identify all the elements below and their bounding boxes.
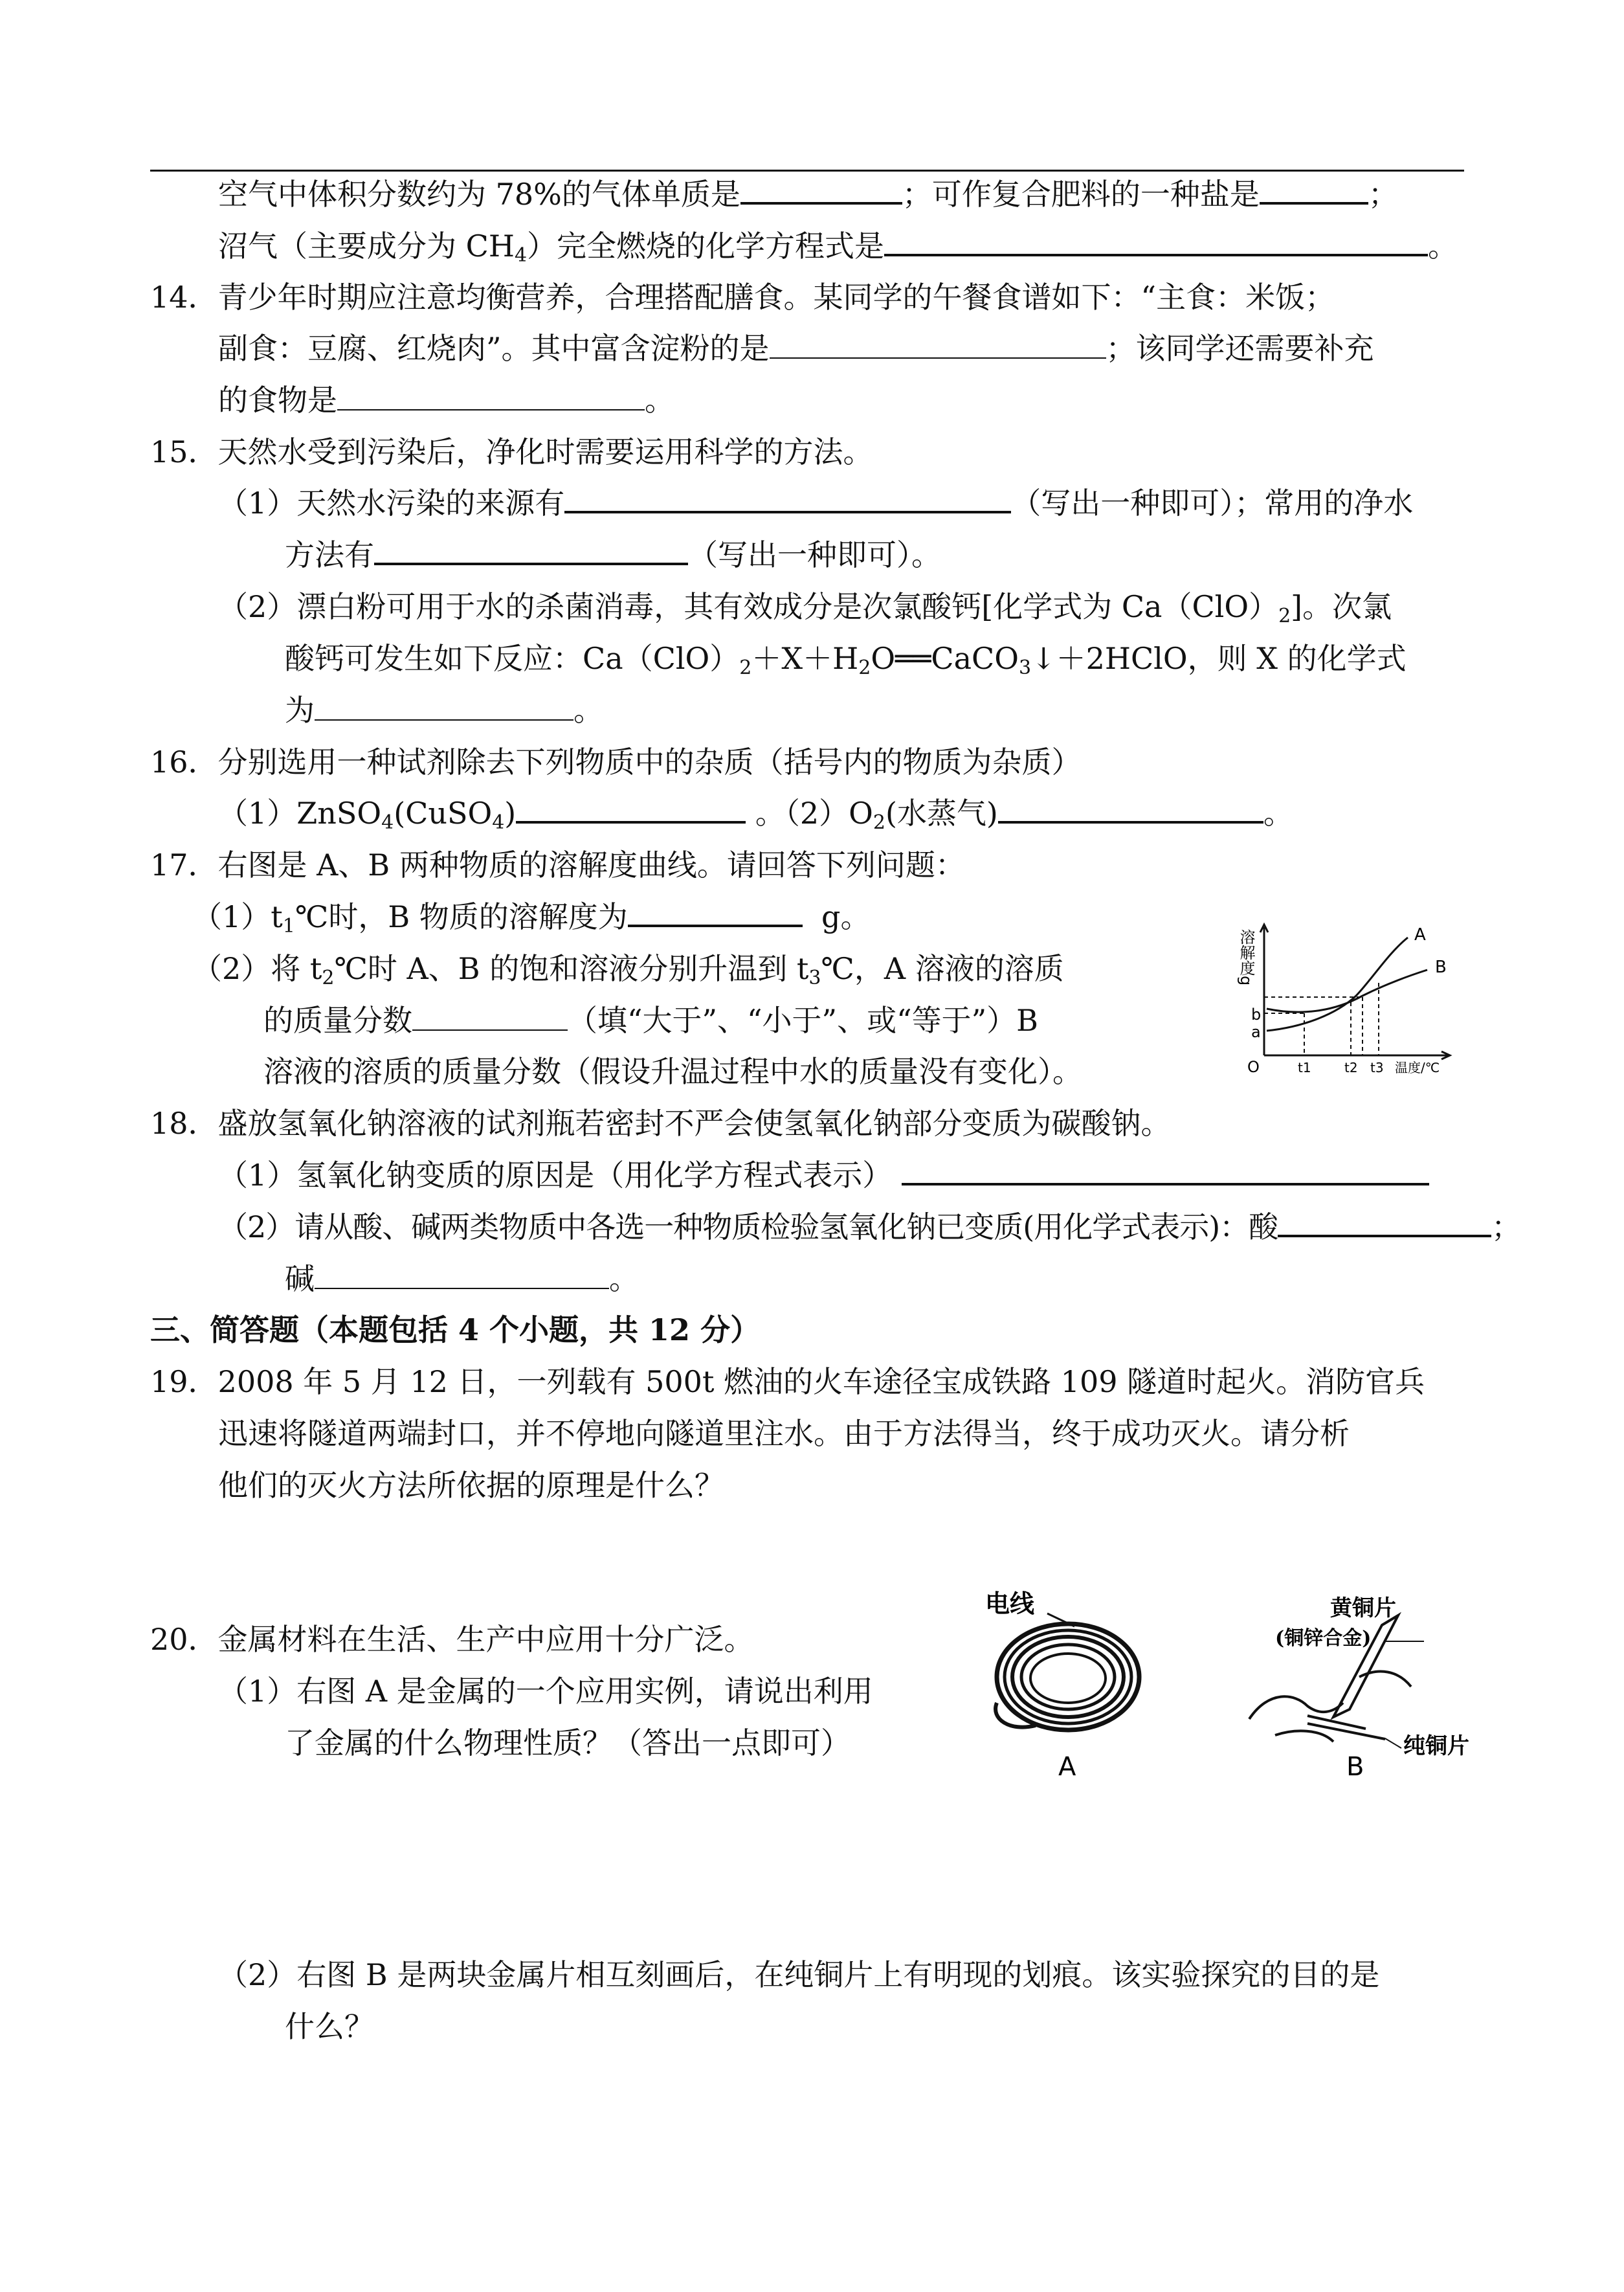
header-rule: [150, 170, 1464, 172]
q14-line-2: [218, 328, 1374, 369]
fig-curve-b-label: B: [1435, 958, 1447, 977]
metal-figure: [971, 1580, 1502, 1793]
q18-text-e: 碱: [285, 1261, 315, 1296]
q16-text-g: 。: [1263, 796, 1293, 831]
q19-text-a: 2008 年 5 月 12 日，一列载有 500t 燃油的火车途径宝成铁路 109 隧道时起火。消防官兵: [217, 1364, 1425, 1399]
q20-line-1: [150, 1619, 754, 1660]
subscript: 3: [808, 967, 821, 989]
q18-line-4: [285, 1258, 639, 1299]
q15-line-3: [285, 534, 941, 576]
fig-a-label: A: [1058, 1752, 1076, 1782]
q13-text-f: 。: [1428, 229, 1458, 264]
answer-blank[interactable]: [902, 1154, 1429, 1185]
subscript: 4: [514, 244, 528, 267]
answer-blank[interactable]: [315, 691, 573, 721]
q19-line-1: [150, 1361, 1425, 1402]
q17-text-b: （1）t: [192, 899, 283, 934]
answer-blank[interactable]: [1278, 1206, 1491, 1237]
q15-line-4: [218, 586, 1392, 627]
q18-line-3: [218, 1206, 1520, 1248]
subscript: 2: [739, 657, 752, 679]
q15-text-i: ＋X＋H: [751, 641, 859, 676]
answer-blank[interactable]: [564, 482, 1011, 513]
fig-ymark-a: a: [1251, 1023, 1261, 1041]
q18-text-d: ；: [1491, 1209, 1521, 1244]
q17-text-i: （填“大于”、“小于”、或“等于”）B: [568, 1003, 1038, 1038]
q14-line-1: [150, 276, 1335, 318]
subscript: 2: [858, 657, 871, 679]
q13-text-b: ；可作复合肥料的一种盐是: [902, 177, 1260, 212]
q20-1-answer-space[interactable]: [218, 1787, 1448, 1942]
subscript: 1: [282, 915, 295, 938]
q17-text-f: ℃时 A、B 的饱和溶液分别升温到 t: [334, 951, 809, 986]
q16-line-2: [218, 792, 1293, 834]
q16-text-a: 分别选用一种试剂除去下列物质中的杂质（括号内的物质为杂质）: [217, 745, 1082, 780]
q13-text-d: 沼气（主要成分为 CH: [218, 229, 515, 264]
subscript: 2: [322, 967, 335, 989]
q14-text-c: ；该同学还需要补充: [1106, 331, 1374, 366]
q20-line-5: 什么？: [285, 2009, 374, 2044]
fig-ylabel: 溶解度g: [1237, 929, 1255, 986]
question-number: 16．: [150, 745, 218, 780]
q13-text-c: ；: [1368, 177, 1398, 212]
fig-b-caption-2: (铜锌合金): [1275, 1627, 1372, 1650]
q15-text-d: 方法有: [285, 537, 374, 572]
q20-text-a: 金属材料在生活、生产中应用十分广泛。: [217, 1622, 754, 1657]
q16-text-f: (水蒸气): [885, 796, 998, 831]
q15-text-j: O══CaCO: [871, 641, 1019, 676]
subscript: 2: [873, 811, 885, 834]
q19-line-3: 他们的灭火方法所依据的原理是什么？: [218, 1468, 724, 1503]
question-number: 19．: [150, 1364, 218, 1399]
q15-line-1: [150, 431, 873, 473]
q19-line-2: 迅速将隧道两端封口，并不停地向隧道里注水。由于方法得当，终于成功灭火。请分析: [218, 1416, 1350, 1451]
q16-line-1: [150, 741, 1082, 783]
q17-line-1: [150, 844, 965, 886]
q17-text-e: （2）将 t: [192, 951, 322, 986]
q18-text-f: 。: [609, 1261, 639, 1296]
q15-text-c: （写出一种即可）；常用的净水: [1011, 486, 1414, 521]
answer-blank[interactable]: [1260, 174, 1368, 205]
answer-blank[interactable]: [315, 1259, 609, 1289]
question-number: 17．: [150, 848, 218, 882]
q16-text-b: （1）ZnSO: [218, 796, 382, 831]
q17-text-c: ℃时，B 物质的溶解度为: [295, 899, 628, 934]
q17-text-h: 的质量分数: [263, 1003, 412, 1038]
subscript: 4: [381, 811, 394, 834]
q15-text-k: ↓＋2HClO，则 X 的化学式: [1031, 641, 1407, 676]
q15-text-m: 。: [573, 693, 603, 728]
q17-line-5: [263, 1051, 1082, 1092]
fig-xlabel: 温度/℃: [1395, 1060, 1440, 1075]
q15-text-e: （写出一种即可）。: [688, 537, 941, 572]
wire-coil-illustration: [996, 1613, 1139, 1730]
q13-line-2: [218, 225, 1458, 267]
q17-line-2: [192, 896, 870, 938]
q15-text-a: 天然水受到污染后，净化时需要运用科学的方法。: [217, 434, 873, 469]
fig-ymark-b: b: [1251, 1006, 1262, 1024]
question-number: 15．: [150, 434, 218, 469]
q14-text-e: 。: [645, 383, 674, 418]
q15-line-2: [218, 482, 1413, 524]
q18-text-b: （1）氢氧化钠变质的原因是（用化学方程式表示）: [218, 1158, 893, 1193]
fig-x-t2: t2: [1344, 1060, 1358, 1075]
fig-x-t1: t1: [1298, 1060, 1311, 1075]
q17-text-g: ℃，A 溶液的溶质: [821, 951, 1064, 986]
q20-2-answer-space[interactable]: [218, 2059, 1448, 2253]
fig-a-caption: 电线: [985, 1589, 1035, 1618]
q20-line-2: （1）右图 A 是金属的一个应用实例，请说出利用: [218, 1674, 873, 1709]
subscript: 3: [1018, 657, 1032, 679]
q14-text-a: 青少年时期应注意均衡营养，合理搭配膳食。某同学的午餐食谱如下：“主食：米饭；: [217, 280, 1335, 315]
q17-text-a: 右图是 A、B 两种物质的溶解度曲线。请回答下列问题：: [217, 848, 965, 882]
fig-origin: O: [1247, 1058, 1260, 1076]
q18-text-a: 盛放氢氧化钠溶液的试剂瓶若密封不严会使氢氧化钠部分变质为碳酸钠。: [217, 1106, 1171, 1141]
answer-blank[interactable]: [770, 329, 1106, 359]
q13-line-1: [218, 174, 1398, 215]
answer-blank[interactable]: [998, 792, 1263, 824]
answer-blank[interactable]: [337, 381, 645, 410]
q17-line-4: [263, 1000, 1038, 1041]
q14-line-3: [218, 379, 674, 421]
q18-line-1: [150, 1103, 1171, 1144]
q18-line-2: [218, 1154, 1429, 1196]
q17-text-d: g。: [821, 899, 871, 934]
q17-text-j: 溶液的溶质的质量分数（假设升温过程中水的质量没有变化）。: [263, 1054, 1082, 1089]
subscript: 4: [492, 811, 505, 834]
question-number: 14．: [150, 280, 218, 315]
answer-blank[interactable]: [412, 1001, 568, 1031]
answer-blank[interactable]: [884, 225, 1428, 256]
q20-line-4: （2）右图 B 是两块金属片相互刻画后，在纯铜片上有明现的划痕。该实验探究的目的是: [218, 1957, 1380, 1992]
q18-text-c: （2）请从酸、碱两类物质中各选一种物质检验氢氧化钠已变质(用化学式表示)：酸: [218, 1209, 1278, 1244]
subscript: 2: [1278, 605, 1291, 627]
solubility-curve-figure: [1233, 913, 1473, 1088]
q15-line-5: [285, 638, 1407, 679]
section-3-title: 三、简答题（本题包括 4 个小题，共 12 分）: [150, 1312, 761, 1347]
q14-text-b: 副食：豆腐、红烧肉”。其中富含淀粉的是: [218, 331, 770, 366]
answer-blank[interactable]: [516, 792, 746, 824]
q16-text-c: (CuSO: [394, 796, 493, 831]
q15-text-g: ]。次氯: [1291, 589, 1392, 624]
fig-b-label: B: [1346, 1752, 1364, 1782]
q16-text-e: 。（2）O: [755, 796, 873, 831]
q20-line-3: 了金属的什么物理性质？（答出一点即可）: [285, 1725, 851, 1760]
fig-b-caption-3: 纯铜片: [1403, 1733, 1469, 1759]
question-number: 20．: [150, 1622, 218, 1657]
q17-line-3: [192, 948, 1064, 989]
fig-curve-a-label: A: [1414, 925, 1426, 945]
fig-x-t3: t3: [1370, 1060, 1384, 1075]
q15-text-b: （1）天然水污染的来源有: [218, 486, 565, 521]
q13-text-a: 空气中体积分数约为 78%的气体单质是: [218, 177, 740, 212]
q15-line-6: [285, 690, 603, 731]
q16-text-d: ): [504, 796, 517, 831]
fig-b-caption-1: 黄铜片: [1330, 1595, 1396, 1621]
answer-blank[interactable]: [740, 174, 902, 205]
q15-text-h: 酸钙可发生如下反应：Ca（ClO）: [285, 641, 740, 676]
answer-blank[interactable]: [374, 534, 688, 565]
q15-text-f: （2）漂白粉可用于水的杀菌消毒，其有效成分是次氯酸钙[化学式为 Ca（ClO）: [218, 589, 1279, 624]
q14-text-d: 的食物是: [218, 383, 337, 418]
question-number: 18．: [150, 1106, 218, 1141]
answer-blank[interactable]: [628, 896, 803, 927]
q15-text-l: 为: [285, 693, 315, 728]
q13-text-e: ）完全燃烧的化学方程式是: [527, 229, 885, 264]
